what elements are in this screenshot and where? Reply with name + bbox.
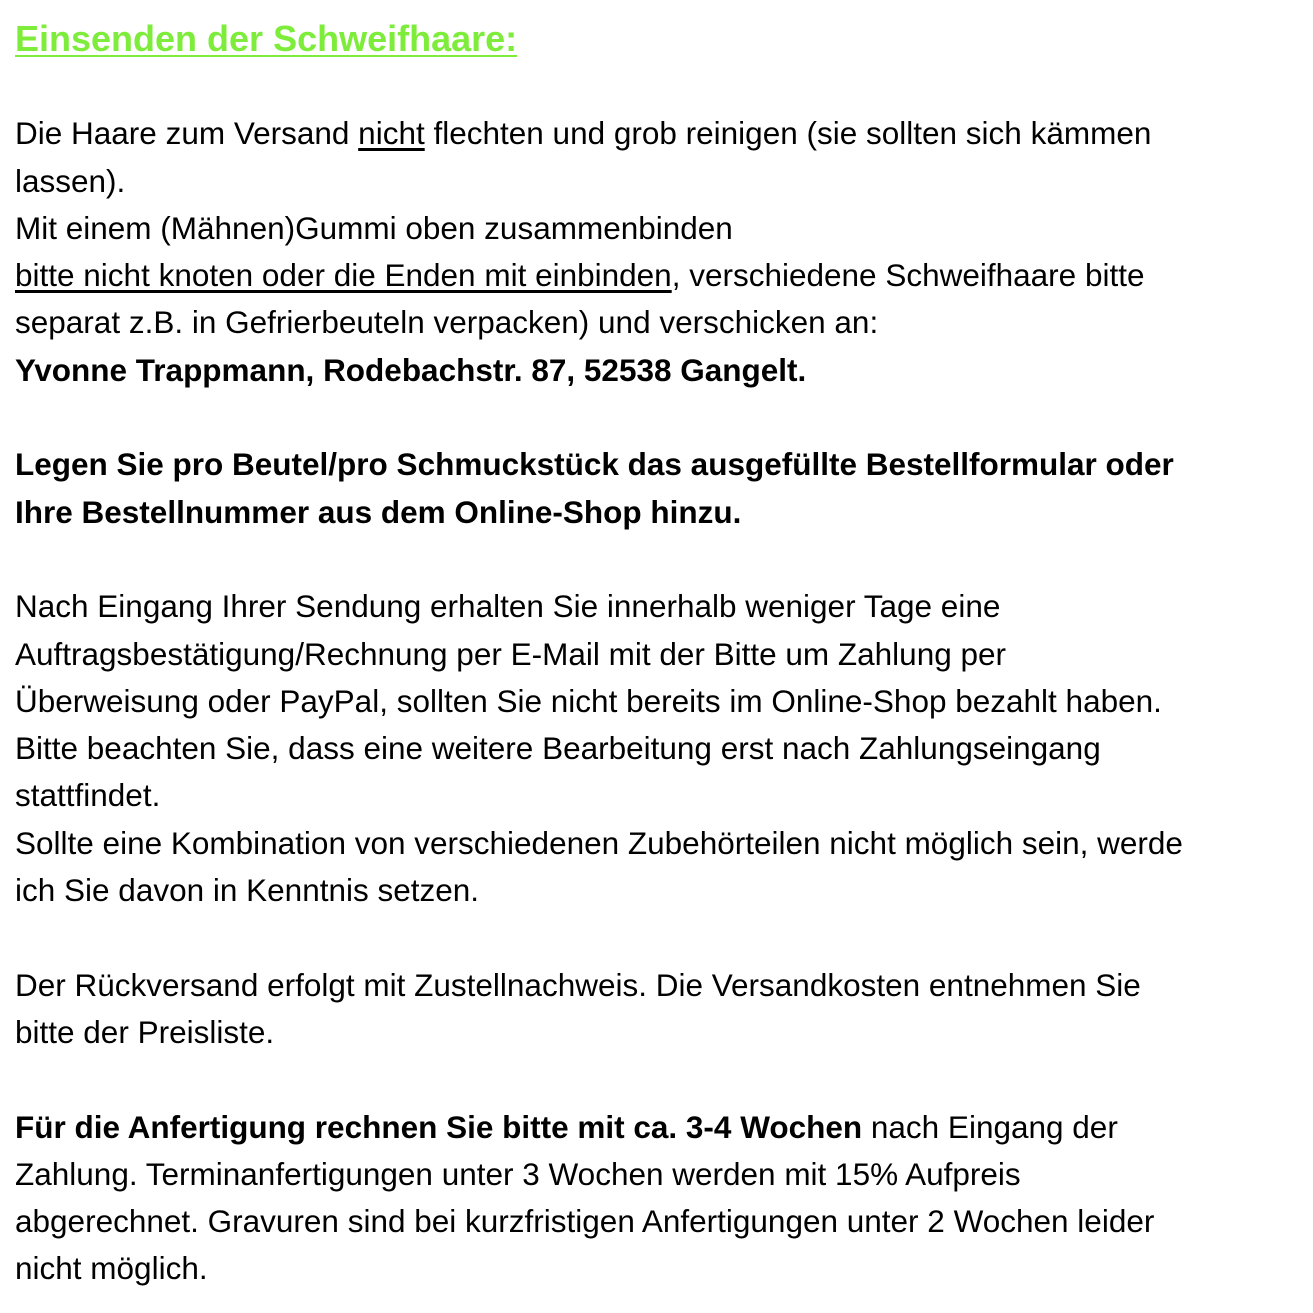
spacer — [15, 914, 1311, 961]
text-line: Sollte eine Kombination von verschiedenen Zubehörteilen nicht möglich sein, werde — [15, 824, 1183, 861]
order-form-notice — [15, 441, 1311, 536]
text-line: Ihre Bestellnummer aus dem Online-Shop hinzu. — [15, 493, 742, 530]
spacer — [15, 394, 1311, 441]
shipping-instructions — [15, 110, 1311, 394]
text-segment: Die Haare zum Versand — [15, 115, 359, 152]
text-line — [15, 252, 1311, 299]
underlined-text: nicht — [358, 115, 425, 152]
document-page — [15, 14, 1311, 1293]
spacer — [15, 1056, 1311, 1103]
production-time-info — [15, 1104, 1311, 1293]
page-title: Einsenden der Schweifhaare: — [15, 18, 518, 59]
payment-info — [15, 583, 1311, 914]
text-segment: flechten und grob reinigen (sie sollten sich kämmen — [424, 115, 1152, 152]
spacer — [15, 63, 1311, 110]
text-line: Nach Eingang Ihrer Sendung erhalten Sie innerhalb weniger Tage eine — [15, 588, 1001, 625]
text-line: Bitte beachten Sie, dass eine weitere Bearbeitung erst nach Zahlungseingang — [15, 730, 1101, 767]
spacer — [15, 536, 1311, 583]
text-line: nicht möglich. — [15, 1250, 208, 1287]
shipping-address: Yvonne Trappmann, Rodebachstr. 87, 52538 Gangelt. — [15, 351, 807, 388]
text-line: Überweisung oder PayPal, sollten Sie nicht bereits im Online-Shop bezahlt haben. — [15, 682, 1162, 719]
bold-text: Für die Anfertigung rechnen Sie bitte mit ca. 3-4 Wochen — [15, 1108, 863, 1145]
text-line: Der Rückversand erfolgt mit Zustellnachweis. Die Versandkosten entnehmen Sie — [15, 966, 1141, 1003]
text-line: stattfindet. — [15, 777, 161, 814]
text-line: lassen). — [15, 162, 126, 199]
text-line: separat z.B. in Gefrierbeuteln verpacken) und verschicken an: — [15, 304, 879, 341]
return-shipping-info — [15, 962, 1311, 1057]
text-line: Mit einem (Mähnen)Gummi oben zusammenbinden — [15, 209, 733, 246]
text-segment: , verschiedene Schweifhaare bitte — [671, 257, 1145, 294]
text-line: abgerechnet. Gravuren sind bei kurzfristigen Anfertigungen unter 2 Wochen leider — [15, 1203, 1155, 1240]
text-line — [15, 110, 1311, 157]
text-segment: nach Eingang der — [862, 1108, 1118, 1145]
text-line: bitte der Preisliste. — [15, 1013, 275, 1050]
text-line: Zahlung. Terminanfertigungen unter 3 Wochen werden mit 15% Aufpreis — [15, 1155, 1021, 1192]
text-line — [15, 1104, 1311, 1151]
text-line: ich Sie davon in Kenntnis setzen. — [15, 872, 480, 909]
text-line: Auftragsbestätigung/Rechnung per E-Mail mit der Bitte um Zahlung per — [15, 635, 1007, 672]
underlined-text: bitte nicht knoten oder die Enden mit einbinden — [15, 257, 672, 294]
text-line: Legen Sie pro Beutel/pro Schmuckstück das ausgefüllte Bestellformular oder — [15, 446, 1174, 483]
